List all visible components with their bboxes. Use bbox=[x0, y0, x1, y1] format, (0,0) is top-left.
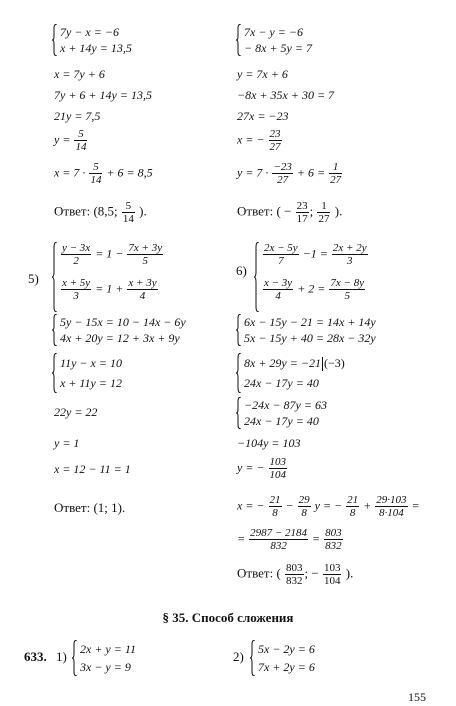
equation: 5x − 2y = 6 bbox=[258, 642, 315, 656]
equation: 8x + 29y = −21 (−3) bbox=[244, 356, 345, 370]
page-number: 155 bbox=[408, 690, 426, 704]
answer-line: Ответ: ( $\frac{803}{832}$ ; − $\frac{103}{104}$ ). bbox=[237, 562, 354, 587]
equation: 4x + 20y = 12 + 3x + 9y bbox=[60, 331, 180, 345]
equation: 7x + 2y = 6 bbox=[258, 660, 315, 674]
brace-icon bbox=[250, 640, 256, 676]
lhs: y = bbox=[54, 132, 71, 147]
p5-system-2 bbox=[52, 314, 186, 346]
step-line: x = 12 − 11 = 1 bbox=[54, 462, 131, 476]
step-line: 27x = −23 bbox=[237, 109, 289, 123]
equation: − 8x + 5y = 7 bbox=[244, 41, 312, 55]
fraction: $\frac{1}{27}$ bbox=[318, 200, 330, 225]
equation: 5y − 15x = 10 − 14x − 6y bbox=[60, 315, 186, 329]
subproblem-label: 2) bbox=[233, 649, 244, 664]
brace-icon bbox=[52, 242, 58, 312]
brace-icon bbox=[236, 314, 242, 346]
step-line: 21y = 7,5 bbox=[54, 109, 101, 123]
fraction: $\frac{5}{14}$ bbox=[75, 128, 87, 153]
equation: x + 11y = 12 bbox=[60, 376, 122, 390]
equation: 7x − y = −6 bbox=[244, 25, 303, 39]
p6-system-1 bbox=[254, 242, 369, 312]
problem-label: 6) bbox=[236, 263, 247, 278]
fraction: $\frac{23}{27}$ bbox=[269, 128, 281, 153]
equation: 11y − x = 10 bbox=[60, 356, 122, 370]
brace-icon bbox=[52, 353, 58, 393]
x-value-line: x = − $\frac{23}{27}$ bbox=[237, 128, 281, 153]
equation: $\frac{2x - 5y}{7}$ −1 = $\frac{2x + 2y}{3}$ bbox=[264, 242, 367, 267]
fraction: $\frac{5}{14}$ bbox=[90, 161, 102, 186]
problem-number: 633. bbox=[24, 649, 47, 664]
equation: $\frac{y - 3x}{2}$ = 1 − $\frac{7x + 3y}{5}$ bbox=[62, 242, 163, 267]
brace-icon bbox=[236, 24, 242, 56]
answer-line: Ответ: ( − $\frac{23}{17}$ ; $\frac{1}{27}$ ). bbox=[237, 200, 343, 225]
y-value-line: y = − $\frac{103}{104}$ bbox=[237, 456, 287, 481]
right-system-1 bbox=[236, 24, 312, 56]
p633-system-1 bbox=[72, 640, 136, 676]
multiplier-bar bbox=[322, 357, 323, 371]
fraction: $\frac{-23}{27}$ bbox=[273, 161, 292, 186]
step-line: −104y = 103 bbox=[237, 436, 301, 450]
fraction: $\frac{5}{14}$ bbox=[122, 200, 134, 225]
x-expression-line: x = − $\frac{21}{8}$ − $\frac{29}{8}$ y = − $\frac{21}{8}$ + $\frac{29\cdot 103}{8\cdot 104}$ = bbox=[237, 494, 420, 519]
answer-line: Ответ: (8,5; $\frac{5}{14}$ ). bbox=[54, 200, 147, 225]
step-line: x = 7y + 6 bbox=[54, 67, 105, 81]
equation: 24x − 17y = 40 bbox=[244, 376, 319, 390]
brace-icon bbox=[52, 314, 58, 346]
equation: 5x − 15y + 40 = 28x − 32y bbox=[244, 331, 376, 345]
x-computation-line: = $\frac{2987 - 2184}{832}$ = $\frac{803}{832}$ bbox=[237, 527, 342, 552]
p5-system-1 bbox=[52, 242, 164, 312]
p6-system-4 bbox=[236, 397, 327, 429]
equation: x + 14y = 13,5 bbox=[60, 41, 132, 55]
equation: $\frac{x - 3y}{4}$ + 2 = $\frac{7x - 8y}{5}$ bbox=[264, 277, 365, 302]
equation: 24x − 17y = 40 bbox=[244, 414, 319, 428]
brace-icon bbox=[72, 640, 78, 676]
step-line: −8x + 35x + 30 = 7 bbox=[237, 88, 335, 102]
fraction: $\frac{103}{104}$ bbox=[269, 456, 287, 481]
subproblem-label: 1) bbox=[56, 649, 67, 664]
equation: 7y − x = −6 bbox=[60, 25, 119, 39]
equation: 2x + y = 11 bbox=[80, 642, 136, 656]
fraction: $\frac{23}{17}$ bbox=[296, 200, 308, 225]
p633-system-2 bbox=[250, 640, 315, 676]
y-value-line: y = 7 · $\frac{-23}{27}$ + 6 = $\frac{1}{27}$ bbox=[237, 161, 342, 186]
equation: $\frac{x + 5y}{3}$ = 1 + $\frac{x + 3y}{4}$ bbox=[62, 277, 157, 302]
step-line: y = 7x + 6 bbox=[237, 67, 288, 81]
brace-icon bbox=[52, 24, 58, 56]
p5-system-3 bbox=[52, 353, 122, 393]
fraction: $\frac{1}{27}$ bbox=[330, 161, 342, 186]
x-value-line: x = 7 · $\frac{5}{14}$ + 6 = 8,5 bbox=[54, 161, 153, 186]
problem-label: 5) bbox=[28, 271, 39, 286]
p6-system-2 bbox=[236, 314, 376, 346]
equation: 6x − 15y − 21 = 14x + 14y bbox=[244, 315, 376, 329]
p6-system-3 bbox=[236, 353, 345, 393]
step-line: 22y = 22 bbox=[54, 405, 98, 419]
section-heading: § 35. Способ сложения bbox=[162, 610, 294, 625]
brace-icon bbox=[254, 242, 260, 312]
step-line: 7y + 6 + 14y = 13,5 bbox=[54, 88, 152, 102]
brace-icon bbox=[236, 397, 242, 429]
answer-line: Ответ: (1; 1). bbox=[54, 500, 126, 515]
y-value-line bbox=[54, 128, 88, 153]
step-line: y = 1 bbox=[54, 436, 80, 450]
left-system-1 bbox=[52, 24, 132, 56]
equation: 3x − y = 9 bbox=[80, 660, 131, 674]
equation: −24x − 87y = 63 bbox=[244, 398, 327, 412]
brace-icon bbox=[236, 353, 242, 393]
